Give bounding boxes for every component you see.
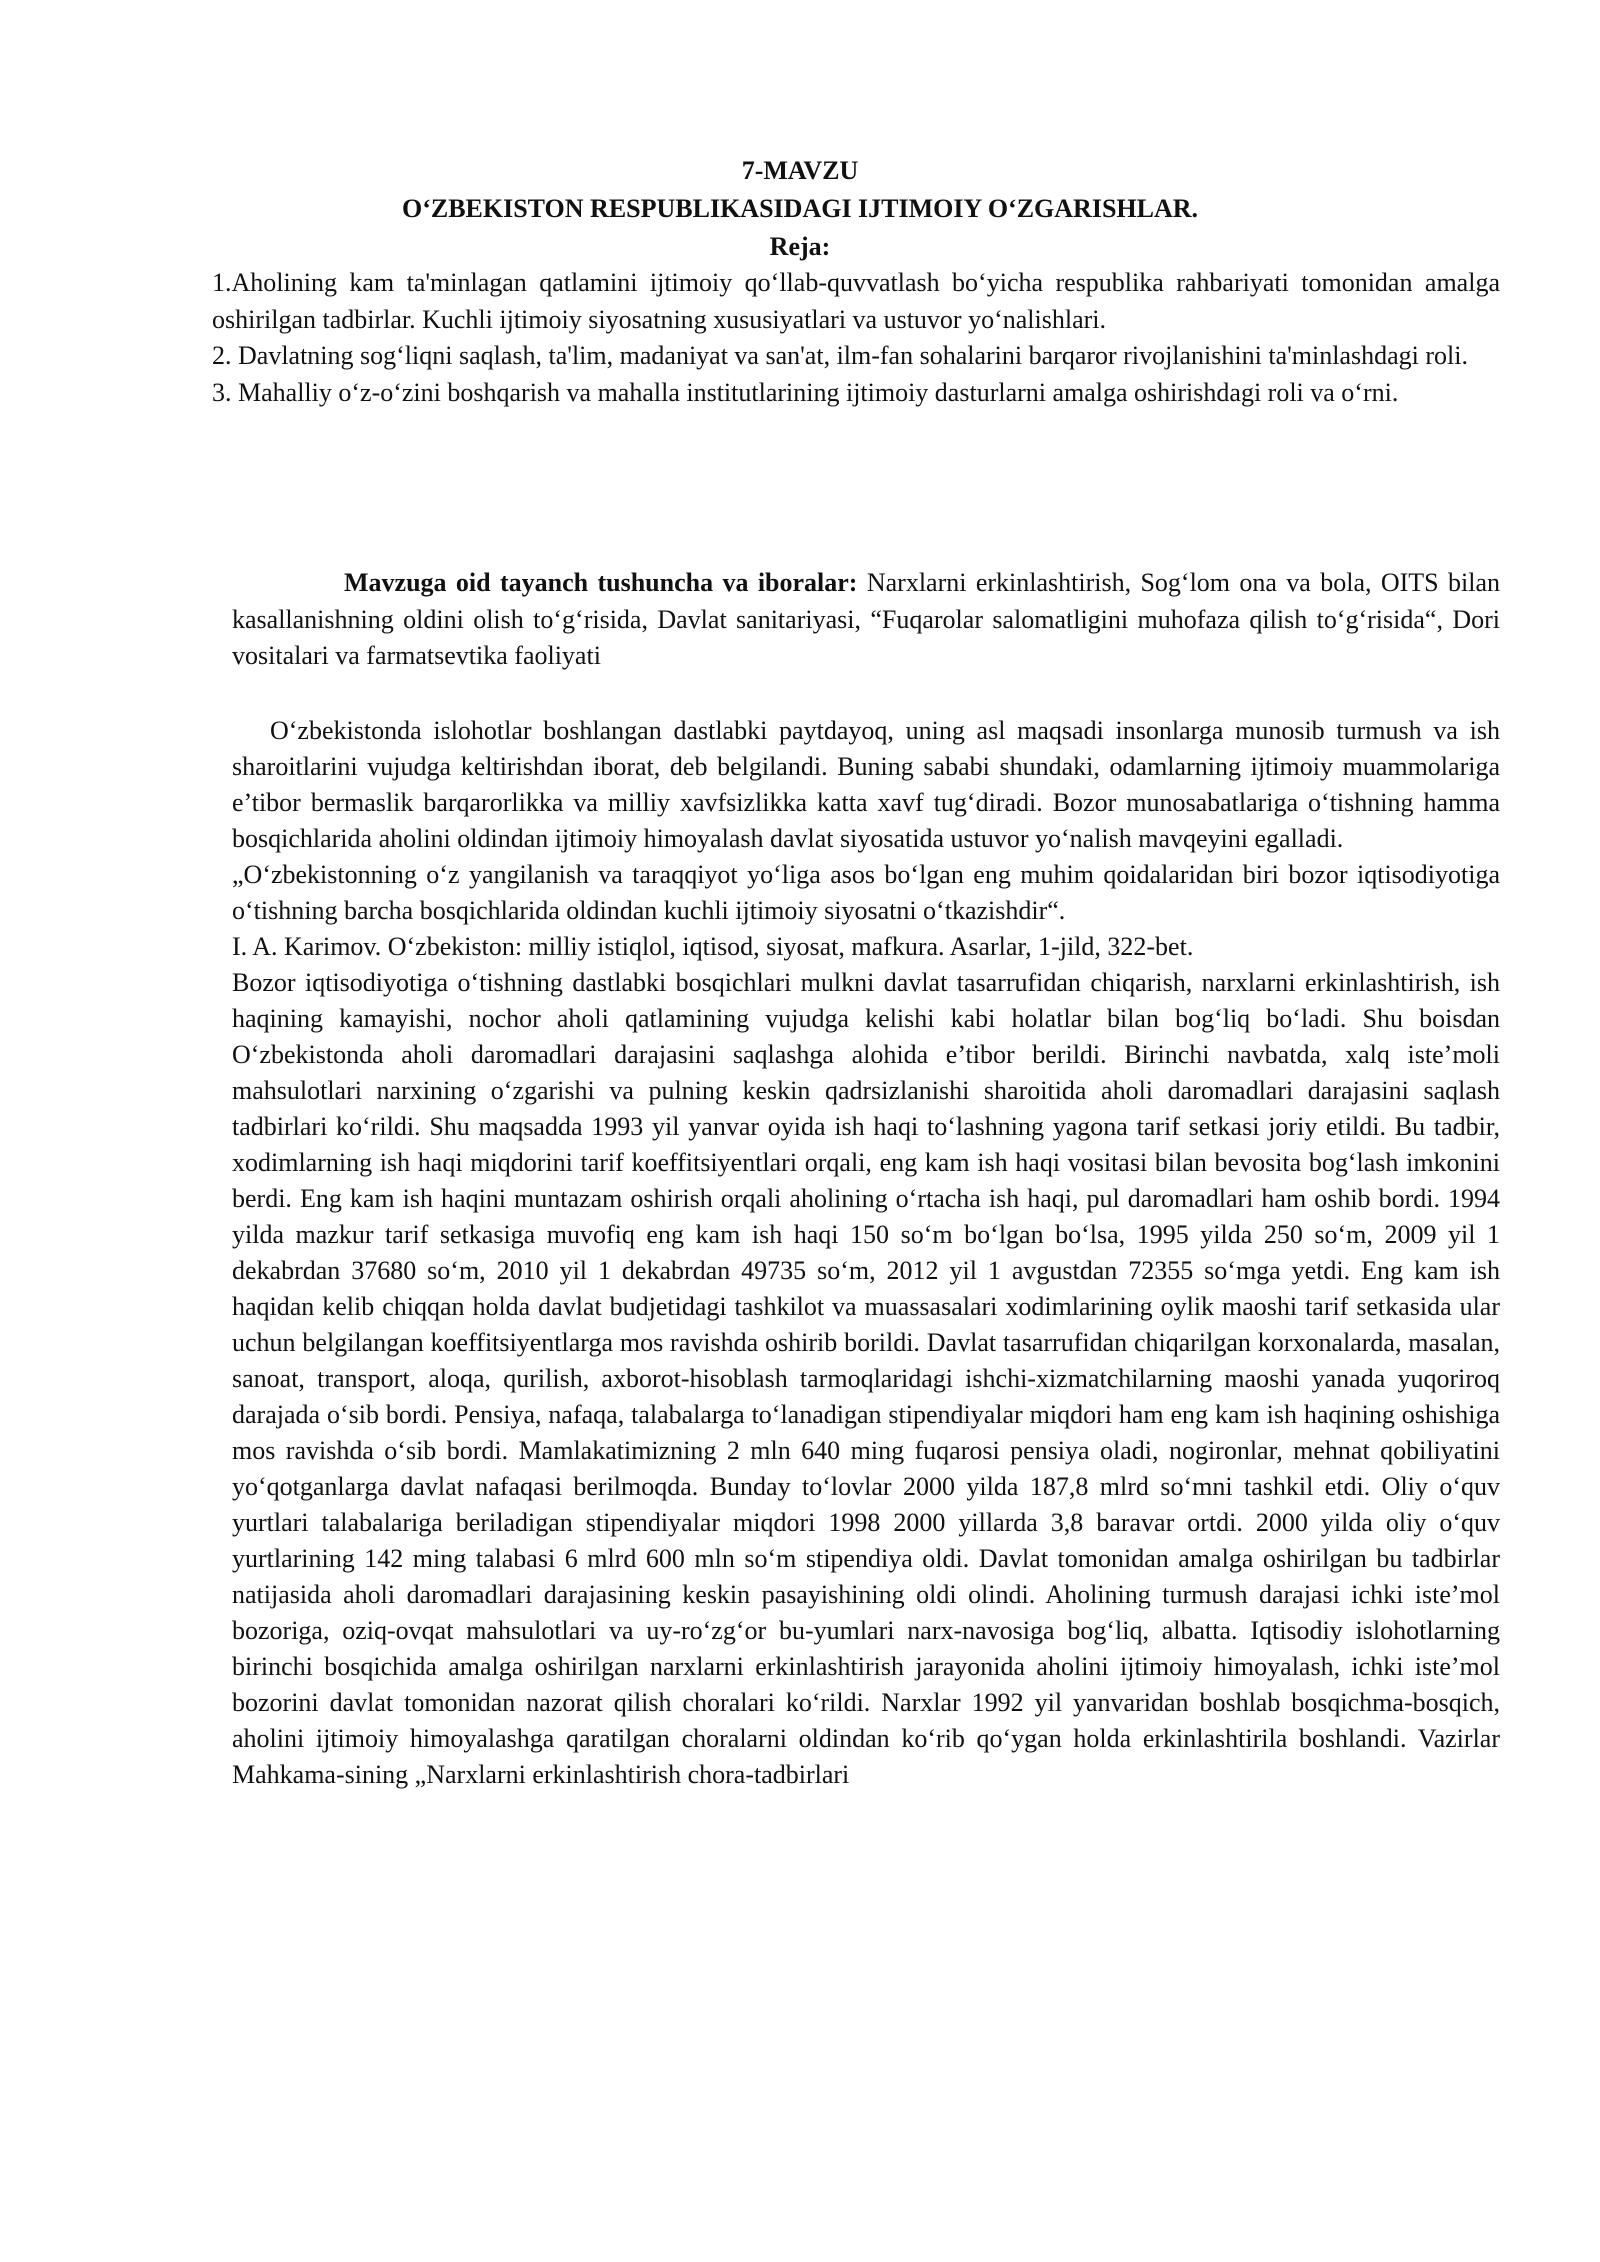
plan-label: Reja: <box>769 232 831 261</box>
karimov-quote: „O‘zbekistonning o‘z yangilanish va taraqqiyot yo‘liga asos bo‘lgan eng muhim qoidalaridan biri bozor iqtisodiyotiga o‘tishning barcha bosqichlarida oldindan kuchli ijtimoiy siyosatni o‘tkazishdir“. <box>232 860 1500 925</box>
plan-item-3: 3. Mahalliy o‘z-o‘zini boshqarish va mahalla institutlarining ijtimoiy dasturlarni amalga oshirishdagi roli va o‘rni. <box>212 377 1399 407</box>
plan-item-1: 1.Aholining kam ta'minlagan qatlamini ijtimoiy qo‘llab-quvvatlash bo‘yicha respublika rahbariyati tomonidan amalga oshirilgan tadbirlar. Kuchli ijtimoiy siyosatning xususiyatlari va ustuvor yo‘nalishlari. <box>212 268 1500 334</box>
document-title: O‘ZBEKISTON RESPUBLIKASIDAGI IJTIMOIY O‘ZGARISHLAR. <box>401 194 1199 223</box>
intro-paragraph: O‘zbekistonda islohotlar boshlangan dastlabki paytdayoq, uning asl maqsadi insonlarga munosib turmush va ish sharoitlarini vujudga keltirishdan iborat, deb belgilandi. Buning sababi shundaki, odamlarning ijtimoiy muammolariga e’tibor bermaslik barqarorlikka va milliy xavfsizlikka katta xavf tug‘diradi. Bozor munosabatlariga o‘tishning hamma bosqichlarida aholini oldindan ijtimoiy himoyalash davlat siyosatida ustuvor yo‘nalish mavqeyini egalladi. <box>232 716 1500 853</box>
plan-list <box>212 265 1500 411</box>
main-body <box>232 713 1500 1793</box>
key-terms-label: Mavzuga oid tayanch tushuncha va iboralar: <box>344 568 858 597</box>
quote-citation: I. A. Karimov. O‘zbekiston: milliy istiqlol, iqtisod, siyosat, mafkura. Asarlar, 1-jild, 322-bet. <box>232 932 1194 961</box>
topic-number: 7-MAVZU <box>741 156 859 185</box>
plan-item-2: 2. Davlatning sog‘liqni saqlash, ta'lim, madaniyat va san'at, ilm-fan sohalarini barqaror rivojlanishini ta'minlashdagi roli. <box>212 341 1468 370</box>
key-terms-text: Narxlarni erkinlashtirish, Sog‘lom ona va bola, OITS bilan kasallanishning oldini olish to‘g‘risida, Davlat sanitariyasi, “Fuqarolar salomatligini muhofaza qilish to‘g‘risida“, Dori vositalari va farmatsevtika faoliyati <box>232 568 1500 670</box>
main-paragraph: Bozor iqtisodiyotiga o‘tishning dastlabki bosqichlari mulkni davlat tasarrufidan chiqarish, narxlarni erkinlashtirish, ish haqining kamayishi, nochor aholi qatlamining vujudga kelishi kabi holatlar bilan bog‘liq bo‘ladi. Shu boisdan O‘zbekistonda aholi daromadlari darajasini saqlashga alohida e’tibor berildi. Birinchi navbatda, xalq iste’moli mahsulotlari narxining o‘zgarishi va pulning keskin qadrsizlanishi sharoitida aholi daromadlari darajasini saqlash tadbirlari ko‘rildi. Shu maqsadda 1993 yil yanvar oyida ish haqi to‘lashning yagona tarif setkasi joriy etildi. Bu tadbir, xodimlarning ish haqi miqdorini tarif koeffitsiyentlari orqali, eng kam ish haqi vositasi bilan bevosita bog‘lash imkonini berdi. Eng kam ish haqini muntazam oshirish orqali aholining o‘rtacha ish haqi, pul daromadlari ham oshib bordi. 1994 yilda mazkur tarif setkasiga muvofiq eng kam ish haqi 150 so‘m bo‘lgan bo‘lsa, 1995 yilda 250 so‘m, 2009 yil 1 dekabrdan 37680 so‘m, 2010 yil 1 dekabrdan 49735 so‘m, 2012 yil 1 avgustdan 72355 so‘mga yetdi. Eng kam ish haqidan kelib chiqqan holda davlat budjetidagi tashkilot va muassasalari xodimlarining oylik maoshi tarif setkasida ular uchun belgilangan koeffitsiyentlarga mos ravishda oshirib borildi. Davlat tasarrufidan chiqarilgan korxonalarda, masalan, sanoat, transport, aloqa, qurilish, axborot-hisoblash tarmoqlaridagi ishchi-xizmatchilarning maoshi yanada yuqoriroq darajada o‘sib bordi. Pensiya, nafaqa, talabalarga to‘lanadigan stipendiyalar miqdori ham eng kam ish haqining oshishiga mos ravishda o‘sib bordi. Mamlakatimizning 2 mln 640 ming fuqarosi pensiya oladi, nogironlar, mehnat qobiliyatini yo‘qotganlarga davlat nafaqasi berilmoqda. Bunday to‘lovlar 2000 yilda 187,8 mlrd so‘mni tashkil etdi. Oliy o‘quv yurtlari talabalariga beriladigan stipendiyalar miqdori 1998 2000 yillarda 3,8 baravar ortdi. 2000 yilda oliy o‘quv yurtlarining 142 ming talabasi 6 mlrd 600 mln so‘m stipendiya oldi. Davlat tomonidan amalga oshirilgan bu tadbirlar natijasida aholi daromadlari darajasining keskin pasayishining oldi olindi. Aholining turmush darajasi ichki iste’mol bozoriga, oziq-ovqat mahsulotlari va uy-ro‘zg‘or bu-yumlari narx-navosiga bog‘liq, albatta. Iqtisodiy islohotlarning birinchi bosqichida amalga oshirilgan narxlarni erkinlashtirish jarayonida aholini ijtimoiy himoyalash, ichki iste’mol bozorini davlat tomonidan nazorat qilish choralari ko‘rildi. Narxlar 1992 yil yanvaridan boshlab bosqichma-bosqich, aholini ijtimoiy himoyalashga qaratilgan choralarni oldindan ko‘rib qo‘ygan holda erkinlashtirila boshlandi. Vazirlar Mahkama-sining „Narxlarni erkinlashtirish chora-tadbirlari <box>232 968 1500 1789</box>
key-terms-paragraph <box>232 565 1500 675</box>
